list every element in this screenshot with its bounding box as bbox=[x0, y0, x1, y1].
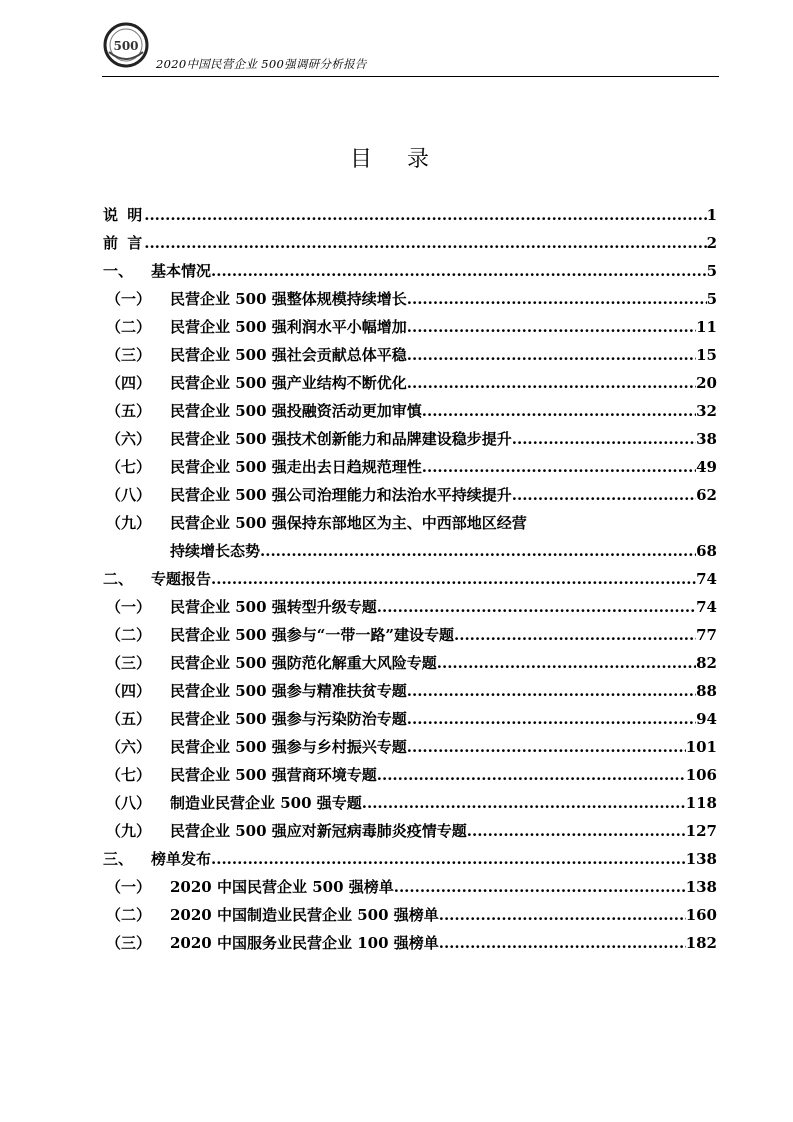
toc-page-number: 88 bbox=[696, 682, 717, 700]
toc-leader bbox=[467, 822, 686, 840]
toc-label: 民营企业 500 强整体规模持续增长 bbox=[170, 290, 407, 308]
header-divider bbox=[102, 76, 719, 77]
toc-page-number: 5 bbox=[706, 290, 717, 308]
toc-entry-1-8[interactable] bbox=[106, 484, 717, 506]
toc-entry-qianyan[interactable] bbox=[103, 232, 717, 254]
toc-label: 持续增长态势 bbox=[170, 542, 261, 560]
logo-text: 500 bbox=[113, 39, 139, 53]
toc-label: 2020 中国制造业民营企业 500 强榜单 bbox=[170, 906, 439, 924]
toc-entry-2-9[interactable] bbox=[106, 820, 717, 842]
toc-leader bbox=[407, 682, 696, 700]
toc-page-number: 32 bbox=[696, 402, 717, 420]
toc-leader bbox=[407, 738, 686, 756]
toc-label: 民营企业 500 强社会贡献总体平稳 bbox=[170, 346, 407, 364]
toc-leader bbox=[422, 402, 696, 420]
toc-page-number: 74 bbox=[696, 598, 717, 616]
toc-entry-3-1[interactable] bbox=[106, 876, 717, 898]
toc-leader bbox=[144, 206, 706, 224]
toc-page-number: 77 bbox=[696, 626, 717, 644]
toc-page-number: 15 bbox=[696, 346, 717, 364]
toc-label: 前 言 bbox=[103, 234, 145, 252]
toc-page-number: 101 bbox=[685, 738, 717, 756]
toc-leader bbox=[512, 486, 696, 504]
toc-page-number: 68 bbox=[696, 542, 717, 560]
toc-page-number: 82 bbox=[696, 654, 717, 672]
toc-label: 民营企业 500 强营商环境专题 bbox=[170, 766, 377, 784]
toc-number: 二、 bbox=[103, 570, 134, 588]
toc-leader bbox=[211, 262, 707, 280]
toc-entry-2-7[interactable] bbox=[106, 764, 717, 786]
toc-page-number: 118 bbox=[685, 794, 717, 812]
toc-number: （四） bbox=[106, 374, 152, 392]
toc-number: （五） bbox=[106, 402, 152, 420]
toc-number: （三） bbox=[106, 934, 152, 952]
toc-entry-1-6[interactable] bbox=[106, 428, 717, 450]
report-logo-icon bbox=[103, 22, 149, 68]
toc-leader bbox=[407, 710, 696, 728]
toc-page-number: 160 bbox=[685, 906, 717, 924]
toc-label: 民营企业 500 强保持东部地区为主、中西部地区经营 bbox=[170, 514, 527, 532]
page-title: 目 录 bbox=[350, 147, 443, 172]
toc-leader bbox=[407, 318, 696, 336]
toc-entry-2-2[interactable] bbox=[106, 624, 717, 646]
toc-entry-1-7[interactable] bbox=[106, 456, 717, 478]
toc-label: 专题报告 bbox=[151, 570, 212, 588]
toc-section-3[interactable] bbox=[103, 848, 717, 870]
toc-page-number: 182 bbox=[685, 934, 717, 952]
toc-page-number: 94 bbox=[696, 710, 717, 728]
toc-label: 说 明 bbox=[103, 206, 145, 224]
toc-label: 制造业民营企业 500 强专题 bbox=[170, 794, 362, 812]
toc-entry-3-3[interactable] bbox=[106, 932, 717, 954]
toc-label: 民营企业 500 强走出去日趋规范理性 bbox=[170, 458, 422, 476]
toc-entry-2-1[interactable] bbox=[106, 596, 717, 618]
toc-leader bbox=[407, 374, 696, 392]
toc-label: 民营企业 500 强技术创新能力和品牌建设稳步提升 bbox=[170, 430, 512, 448]
toc-entry-2-4[interactable] bbox=[106, 680, 717, 702]
toc-page-number: 1 bbox=[706, 206, 717, 224]
toc-number: （一） bbox=[106, 598, 152, 616]
header-title: 2020中国民营企业 500强调研分析报告 bbox=[156, 57, 367, 71]
toc-page-number: 138 bbox=[685, 878, 717, 896]
toc-entry-3-2[interactable] bbox=[106, 904, 717, 926]
toc-label: 民营企业 500 强投融资活动更加审慎 bbox=[170, 402, 422, 420]
toc-leader bbox=[377, 766, 686, 784]
toc-number: （九） bbox=[106, 514, 152, 532]
toc-leader bbox=[422, 458, 696, 476]
toc-number: （七） bbox=[106, 766, 152, 784]
toc-page-number: 20 bbox=[696, 374, 717, 392]
toc-entry-1-9[interactable] bbox=[106, 512, 527, 534]
toc-label: 民营企业 500 强应对新冠病毒肺炎疫情专题 bbox=[170, 822, 467, 840]
toc-entry-1-1[interactable] bbox=[106, 288, 717, 310]
toc-label: 民营企业 500 强利润水平小幅增加 bbox=[170, 318, 407, 336]
toc-entry-2-3[interactable] bbox=[106, 652, 717, 674]
toc-label: 2020 中国民营企业 500 强榜单 bbox=[170, 878, 394, 896]
toc-number: 三、 bbox=[103, 850, 134, 868]
toc-page-number: 5 bbox=[706, 262, 717, 280]
toc-number: （七） bbox=[106, 458, 152, 476]
toc-section-1[interactable] bbox=[103, 260, 717, 282]
toc-page-number: 74 bbox=[696, 570, 717, 588]
toc-number: （三） bbox=[106, 654, 152, 672]
toc-entry-1-2[interactable] bbox=[106, 316, 717, 338]
toc-number: （八） bbox=[106, 794, 152, 812]
toc-number: 一、 bbox=[103, 262, 134, 280]
toc-entry-1-5[interactable] bbox=[106, 400, 717, 422]
toc-leader bbox=[377, 598, 696, 616]
toc-leader bbox=[407, 290, 707, 308]
toc-entry-1-9-continued[interactable] bbox=[170, 540, 717, 562]
toc-leader bbox=[211, 850, 686, 868]
toc-label: 民营企业 500 强参与污染防治专题 bbox=[170, 710, 407, 728]
toc-label: 民营企业 500 强参与“一带一路”建设专题 bbox=[170, 626, 455, 644]
toc-leader bbox=[362, 794, 686, 812]
toc-number: （三） bbox=[106, 346, 152, 364]
toc-number: （六） bbox=[106, 738, 152, 756]
toc-page-number: 11 bbox=[696, 318, 717, 336]
toc-leader bbox=[260, 542, 696, 560]
toc-leader bbox=[439, 934, 686, 952]
toc-page-number: 106 bbox=[685, 766, 717, 784]
toc-number: （二） bbox=[106, 318, 152, 336]
toc-entry-shuoming[interactable] bbox=[103, 204, 717, 226]
toc-number: （二） bbox=[106, 906, 152, 924]
toc-label: 基本情况 bbox=[151, 262, 212, 280]
toc-label: 民营企业 500 强参与乡村振兴专题 bbox=[170, 738, 407, 756]
toc-entry-2-8[interactable] bbox=[106, 792, 717, 814]
toc-number: （一） bbox=[106, 878, 152, 896]
toc-label: 民营企业 500 强转型升级专题 bbox=[170, 598, 377, 616]
toc-label: 2020 中国服务业民营企业 100 强榜单 bbox=[170, 934, 439, 952]
toc-number: （九） bbox=[106, 822, 152, 840]
toc-entry-2-6[interactable] bbox=[106, 736, 717, 758]
toc-number: （二） bbox=[106, 626, 152, 644]
toc-page-number: 62 bbox=[696, 486, 717, 504]
page-header bbox=[0, 0, 793, 80]
toc-page-number: 138 bbox=[685, 850, 717, 868]
toc-number: （六） bbox=[106, 430, 152, 448]
toc-section-2[interactable] bbox=[103, 568, 717, 590]
toc-number: （五） bbox=[106, 710, 152, 728]
toc-number: （四） bbox=[106, 682, 152, 700]
toc-leader bbox=[512, 430, 696, 448]
toc-label: 民营企业 500 强公司治理能力和法治水平持续提升 bbox=[170, 486, 512, 504]
toc-leader bbox=[454, 626, 696, 644]
toc-number: （一） bbox=[106, 290, 152, 308]
toc-label: 民营企业 500 强参与精准扶贫专题 bbox=[170, 682, 407, 700]
toc-leader bbox=[211, 570, 696, 588]
toc-leader bbox=[407, 346, 696, 364]
toc-leader bbox=[437, 654, 696, 672]
toc-page-number: 127 bbox=[685, 822, 717, 840]
toc-entry-1-3[interactable] bbox=[106, 344, 717, 366]
toc-page-number: 49 bbox=[696, 458, 717, 476]
toc-leader bbox=[394, 878, 686, 896]
toc-leader bbox=[144, 234, 706, 252]
toc-leader bbox=[439, 906, 686, 924]
toc-entry-1-4[interactable] bbox=[106, 372, 717, 394]
toc-page-number: 38 bbox=[696, 430, 717, 448]
toc-label: 民营企业 500 强产业结构不断优化 bbox=[170, 374, 407, 392]
toc-page-number: 2 bbox=[706, 234, 717, 252]
toc-entry-2-5[interactable] bbox=[106, 708, 717, 730]
toc-number: （八） bbox=[106, 486, 152, 504]
toc-label: 民营企业 500 强防范化解重大风险专题 bbox=[170, 654, 437, 672]
toc-label: 榜单发布 bbox=[151, 850, 212, 868]
